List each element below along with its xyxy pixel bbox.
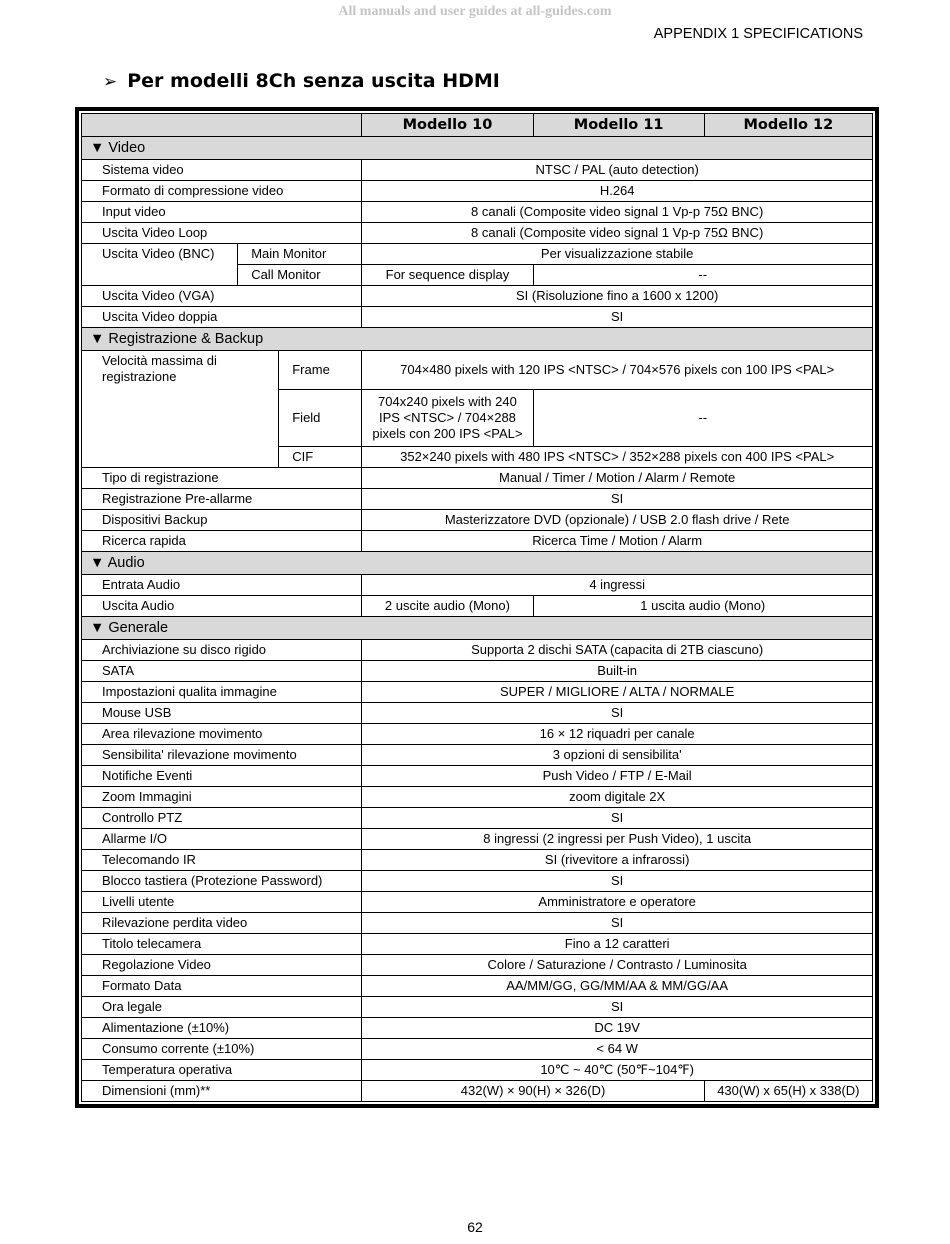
row-label: Uscita Video (VGA) — [82, 286, 362, 307]
sub-label: Main Monitor — [238, 244, 362, 265]
group-row — [82, 328, 873, 351]
row-label: Uscita Video (BNC) — [82, 244, 238, 286]
table-row — [82, 745, 873, 766]
row-value: Colore / Saturazione / Contrasto / Luminosita — [362, 955, 873, 976]
table-row — [82, 244, 873, 265]
table-row — [82, 1039, 873, 1060]
row-label: Notifiche Eventi — [82, 766, 362, 787]
table-row — [82, 913, 873, 934]
row-value: SI — [362, 997, 873, 1018]
row-value: SI — [362, 489, 873, 510]
watermark: All manuals and user guides at all-guides.com — [338, 4, 612, 19]
spec-table-frame — [75, 107, 879, 1108]
table-row — [82, 160, 873, 181]
row-label: Blocco tastiera (Protezione Password) — [82, 871, 362, 892]
column-header: Modello 12 — [704, 114, 872, 137]
row-value: zoom digitale 2X — [362, 787, 873, 808]
row-label: SATA — [82, 661, 362, 682]
row-value: Per visualizzazione stabile — [362, 244, 873, 265]
row-label: Archiviazione su disco rigido — [82, 640, 362, 661]
table-row — [82, 489, 873, 510]
row-label: Registrazione Pre-allarme — [82, 489, 362, 510]
row-value: 430(W) x 65(H) x 338(D) — [704, 1081, 872, 1102]
page-header: APPENDIX 1 SPECIFICATIONS — [653, 26, 863, 42]
column-header: Modello 10 — [362, 114, 533, 137]
row-label: Mouse USB — [82, 703, 362, 724]
table-row — [82, 808, 873, 829]
sub-label: Frame — [279, 351, 362, 390]
table-row — [82, 976, 873, 997]
table-row — [82, 724, 873, 745]
table-row — [82, 703, 873, 724]
row-value: 2 uscite audio (Mono) — [362, 596, 533, 617]
row-label: Input video — [82, 202, 362, 223]
row-value: DC 19V — [362, 1018, 873, 1039]
spec-table — [81, 113, 873, 1102]
table-row — [82, 850, 873, 871]
row-value: AA/MM/GG, GG/MM/AA & MM/GG/AA — [362, 976, 873, 997]
row-value: SI (rivevitore a infrarossi) — [362, 850, 873, 871]
row-value: 432(W) × 90(H) × 326(D) — [362, 1081, 704, 1102]
row-value: -- — [533, 265, 872, 286]
table-row — [82, 1060, 873, 1081]
row-label: Allarme I/O — [82, 829, 362, 850]
row-label: Livelli utente — [82, 892, 362, 913]
table-row — [82, 468, 873, 489]
table-row — [82, 640, 873, 661]
table-row — [82, 596, 873, 617]
row-label: Ricerca rapida — [82, 531, 362, 552]
table-row — [82, 575, 873, 596]
row-label: Titolo telecamera — [82, 934, 362, 955]
table-row — [82, 202, 873, 223]
table-row — [82, 955, 873, 976]
row-value: Supporta 2 dischi SATA (capacita di 2TB ciascuno) — [362, 640, 873, 661]
row-label: Temperatura operativa — [82, 1060, 362, 1081]
row-label: Consumo corrente (±10%) — [82, 1039, 362, 1060]
row-value: 8 canali (Composite video signal 1 Vp-p 75Ω BNC) — [362, 202, 873, 223]
group-label-audio: ▼ Audio — [82, 552, 873, 575]
row-value: Masterizzatore DVD (opzionale) / USB 2.0 flash drive / Rete — [362, 510, 873, 531]
table-row — [82, 1018, 873, 1039]
row-value: SI — [362, 307, 873, 328]
row-value: NTSC / PAL (auto detection) — [362, 160, 873, 181]
row-value: Built-in — [362, 661, 873, 682]
row-label: Telecomando IR — [82, 850, 362, 871]
row-label: Velocità massima di registrazione — [82, 351, 279, 468]
table-row — [82, 351, 873, 390]
row-value: Push Video / FTP / E-Mail — [362, 766, 873, 787]
row-label: Formato Data — [82, 976, 362, 997]
row-value: Manual / Timer / Motion / Alarm / Remote — [362, 468, 873, 489]
row-label: Uscita Audio — [82, 596, 362, 617]
row-label: Zoom Immagini — [82, 787, 362, 808]
page-number: 62 — [467, 1219, 483, 1235]
table-header-row — [82, 114, 873, 137]
table-row — [82, 661, 873, 682]
table-row — [82, 682, 873, 703]
table-row — [82, 223, 873, 244]
table-row — [82, 181, 873, 202]
general-rows — [82, 640, 873, 1081]
row-value: SI — [362, 913, 873, 934]
row-value: 704x240 pixels with 240 IPS <NTSC> / 704×288 pixels con 200 IPS <PAL> — [362, 390, 533, 447]
row-value: For sequence display — [362, 265, 533, 286]
row-value: 352×240 pixels with 480 IPS <NTSC> / 352×288 pixels con 400 IPS <PAL> — [362, 447, 873, 468]
row-value: SI — [362, 871, 873, 892]
table-row — [82, 829, 873, 850]
row-value: < 64 W — [362, 1039, 873, 1060]
row-label: Area rilevazione movimento — [82, 724, 362, 745]
row-label: Ora legale — [82, 997, 362, 1018]
row-label: Entrata Audio — [82, 575, 362, 596]
row-value: Fino a 12 caratteri — [362, 934, 873, 955]
row-label: Rilevazione perdita video — [82, 913, 362, 934]
row-value: 8 canali (Composite video signal 1 Vp-p 75Ω BNC) — [362, 223, 873, 244]
row-value: H.264 — [362, 181, 873, 202]
sub-label: Field — [279, 390, 362, 447]
group-label-general: ▼ Generale — [82, 617, 873, 640]
table-row — [82, 871, 873, 892]
table-row — [82, 286, 873, 307]
row-label: Formato di compressione video — [82, 181, 362, 202]
row-value: 16 × 12 riquadri per canale — [362, 724, 873, 745]
section-title-text: Per modelli 8Ch senza uscita HDMI — [127, 70, 500, 92]
row-value: SI — [362, 703, 873, 724]
header-blank-cell — [82, 114, 362, 137]
arrow-bullet-icon: ➢ — [103, 72, 118, 92]
row-value: -- — [533, 390, 872, 447]
row-value: 10℃ ~ 40℃ (50℉~104℉) — [362, 1060, 873, 1081]
group-row — [82, 137, 873, 160]
row-value: 3 opzioni di sensibilita' — [362, 745, 873, 766]
row-value: SUPER / MIGLIORE / ALTA / NORMALE — [362, 682, 873, 703]
row-label: Regolazione Video — [82, 955, 362, 976]
row-value: 8 ingressi (2 ingressi per Push Video), 1 uscita — [362, 829, 873, 850]
column-header: Modello 11 — [533, 114, 704, 137]
row-value: 704×480 pixels with 120 IPS <NTSC> / 704×576 pixels con 100 IPS <PAL> — [362, 351, 873, 390]
table-row — [82, 766, 873, 787]
group-row — [82, 552, 873, 575]
row-label: Alimentazione (±10%) — [82, 1018, 362, 1039]
row-label: Tipo di registrazione — [82, 468, 362, 489]
row-value: SI — [362, 808, 873, 829]
section-title — [103, 70, 500, 92]
row-label: Impostazioni qualita immagine — [82, 682, 362, 703]
row-value: Ricerca Time / Motion / Alarm — [362, 531, 873, 552]
table-row — [82, 531, 873, 552]
row-label: Sistema video — [82, 160, 362, 181]
sub-label: Call Monitor — [238, 265, 362, 286]
row-label: Dimensioni (mm)** — [82, 1081, 362, 1102]
row-label: Dispositivi Backup — [82, 510, 362, 531]
table-row — [82, 787, 873, 808]
sub-label: CIF — [279, 447, 362, 468]
row-label: Uscita Video doppia — [82, 307, 362, 328]
table-row — [82, 510, 873, 531]
group-label-video: ▼ Video — [82, 137, 873, 160]
row-value: SI (Risoluzione fino a 1600 x 1200) — [362, 286, 873, 307]
table-row — [82, 1081, 873, 1102]
row-label: Controllo PTZ — [82, 808, 362, 829]
group-row — [82, 617, 873, 640]
table-row — [82, 307, 873, 328]
group-label-recording: ▼ Registrazione & Backup — [82, 328, 873, 351]
row-value: 4 ingressi — [362, 575, 873, 596]
table-row — [82, 892, 873, 913]
table-row — [82, 934, 873, 955]
row-value: Amministratore e operatore — [362, 892, 873, 913]
row-value: 1 uscita audio (Mono) — [533, 596, 872, 617]
row-label: Sensibilita' rilevazione movimento — [82, 745, 362, 766]
table-row — [82, 997, 873, 1018]
row-label: Uscita Video Loop — [82, 223, 362, 244]
